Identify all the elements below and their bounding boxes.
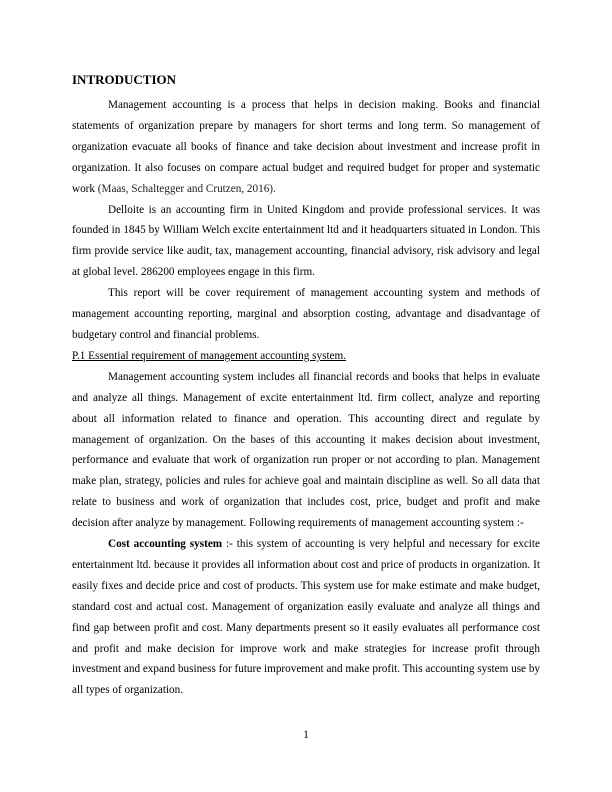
document-page xyxy=(72,70,540,701)
citation: (Maas, Schaltegger and Crutzen, 2016). xyxy=(97,182,276,195)
intro-paragraph-3: This report will be cover requirement of management accounting system and methods of management accounting reporting, marginal and absorption costing, advantage and disadvantage of budgetary control and financial problems. xyxy=(72,287,540,341)
cost-accounting-label: Cost accounting system xyxy=(108,538,223,551)
section-paragraph-2 xyxy=(72,534,540,701)
page-heading: INTRODUCTION xyxy=(72,72,177,87)
intro-paragraph-2: Delloite is an accounting firm in United Kingdom and provide professional services. It was founded in 1845 by William Welch excite entertainment ltd and it headquarters situated in London. This firm provide service like audit, tax, management accounting, financial advisory, risk advisory and legal at global level. 286200 employees engage in this firm. xyxy=(72,203,540,279)
intro-paragraph-1-text: Management accounting is a process that helps in decision making. Books and financial statements of organization prepare by managers for short terms and long term. So management of organization evacuate all books of finance and take decision about investment and increase profit in organization. It also focuses on compare actual budget and required budget for proper and systematic work xyxy=(72,99,540,195)
cost-accounting-text: :- this system of accounting is very helpful and necessary for excite entertainment ltd. because it provides all information about cost and price of products in organization. It easily fixes and decide price and cost of products. This system use for make estimate and make budget, standard cost and actual cost. Management of organization easily evaluate and analyze all things and find gap between profit and cost. Many departments present so it easily evaluates all performance cost and profit and make decision for improve work and make strategies for increase profit through investment and expand business for future improvement and make profit. This accounting system use by all types of organization. xyxy=(72,538,541,697)
page-number: 1 xyxy=(303,729,309,741)
section-heading: P.1 Essential requirement of management accounting system. xyxy=(72,349,347,362)
intro-paragraph-1 xyxy=(72,95,540,200)
section-paragraph-1: Management accounting system includes all financial records and books that helps in evaluate and analyze all things. Management of excite entertainment ltd. firm collect, analyze and reporting about all information related to finance and operation. This accounting direct and regulate by management of organization. On the bases of this accounting it makes decision about investment, performance and evaluate that work of organization run proper or not according to plan. Management make plan, strategy, policies and rules for achieve goal and maintain discipline as well. So all data that relate to business and work of organization that includes cost, price, budget and profit and make decision after analyze by management. Following requirements of management accounting system :- xyxy=(72,370,540,530)
